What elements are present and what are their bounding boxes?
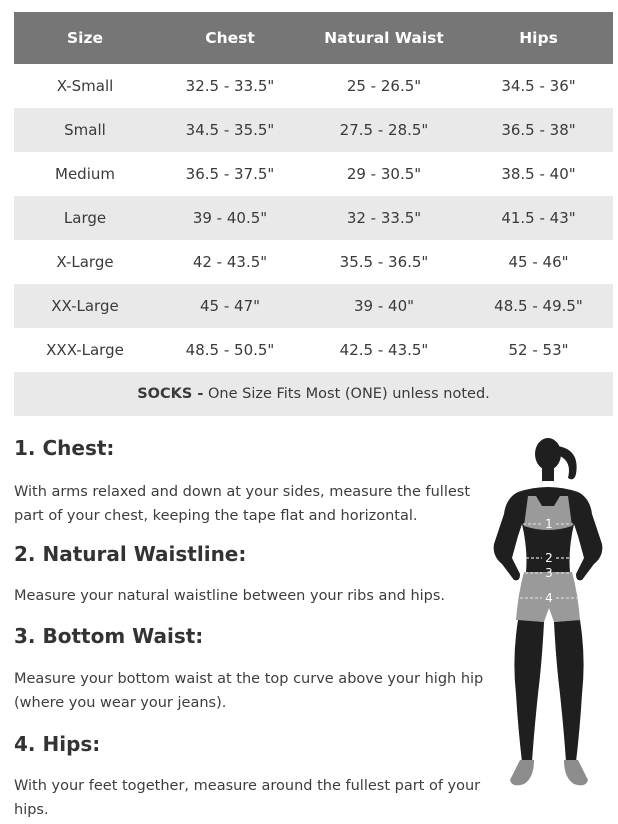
hips-marker-number: 4 <box>545 591 553 605</box>
bottom-waist-instructions: Measure your bottom waist at the top curve above your high hip (where you wear your jeans). <box>14 671 484 711</box>
neck-shape <box>542 467 554 481</box>
table-row <box>14 240 613 284</box>
cell-size: XXX-Large <box>46 341 124 359</box>
natural-waistline-instructions: Measure your natural waistline between your ribs and hips. <box>14 588 446 604</box>
header-chest: Chest <box>156 12 304 64</box>
natural-waistline-heading: 2. Natural Waistline: <box>14 542 247 566</box>
cell-chest: 42 - 43.5" <box>192 253 268 271</box>
cell-hips: 38.5 - 40" <box>501 165 576 183</box>
table-row <box>14 284 613 328</box>
cell-waist: 27.5 - 28.5" <box>304 108 464 152</box>
cell-size: X-Large <box>56 253 114 271</box>
bottom-waist-heading: 3. Bottom Waist: <box>14 624 204 648</box>
cell-size: Medium <box>55 165 115 183</box>
cell-waist: 35.5 - 36.5" <box>339 253 429 271</box>
cell-size: XX-Large <box>14 284 156 328</box>
natural-waist-marker-number: 2 <box>545 551 553 565</box>
cell-waist: 29 - 30.5" <box>346 165 422 183</box>
cell-size: Large <box>14 196 156 240</box>
cell-hips: 34.5 - 36" <box>501 77 576 95</box>
head-shape <box>535 438 561 470</box>
cell-size: X-Small <box>56 77 114 95</box>
cell-chest: 32.5 - 33.5" <box>185 77 275 95</box>
right-shoe-shape <box>564 760 588 785</box>
socks-note-text: One Size Fits Most (ONE) unless noted. <box>203 386 490 402</box>
cell-hips: 45 - 46" <box>508 253 569 271</box>
header-hips: Hips <box>464 12 613 64</box>
woman-silhouette-illustration <box>476 432 618 792</box>
left-leg-shape <box>514 620 544 762</box>
cell-waist: 32 - 33.5" <box>304 196 464 240</box>
chest-instructions: With arms relaxed and down at your sides, measure the fullest part of your chest, keeping the tape flat and horizontal. <box>14 484 471 524</box>
table-row <box>14 64 613 108</box>
cell-chest: 36.5 - 37.5" <box>185 165 275 183</box>
size-chart-table <box>14 12 613 416</box>
header-natural-waist: Natural Waist <box>304 12 464 64</box>
table-row <box>14 152 613 196</box>
measurement-figure <box>476 432 618 792</box>
socks-note-label: SOCKS - <box>137 386 204 402</box>
cell-waist: 42.5 - 43.5" <box>339 341 429 359</box>
cell-waist: 25 - 26.5" <box>346 77 422 95</box>
cell-hips: 52 - 53" <box>508 341 569 359</box>
table-header-row <box>14 12 613 64</box>
bottom-waist-marker-number: 3 <box>545 566 553 580</box>
table-row <box>14 196 613 240</box>
left-shoe-shape <box>510 760 534 785</box>
cell-chest: 39 - 40.5" <box>156 196 304 240</box>
header-size: Size <box>14 12 156 64</box>
cell-chest: 34.5 - 35.5" <box>156 108 304 152</box>
chest-marker-number: 1 <box>545 517 553 531</box>
hips-heading: 4. Hips: <box>14 732 101 756</box>
cell-size: Small <box>14 108 156 152</box>
cell-chest: 48.5 - 50.5" <box>185 341 275 359</box>
socks-note <box>14 372 613 416</box>
cell-waist: 39 - 40" <box>304 284 464 328</box>
ponytail-shape <box>558 446 577 479</box>
hips-instructions: With your feet together, measure around the fullest part of your hips. <box>14 778 481 818</box>
table-row <box>14 328 613 372</box>
cell-hips: 36.5 - 38" <box>464 108 613 152</box>
right-leg-shape <box>554 620 584 762</box>
table-row <box>14 108 613 152</box>
cell-hips: 48.5 - 49.5" <box>464 284 613 328</box>
cell-hips: 41.5 - 43" <box>464 196 613 240</box>
socks-note-row <box>14 372 613 416</box>
chest-heading: 1. Chest: <box>14 436 115 460</box>
cell-chest: 45 - 47" <box>156 284 304 328</box>
